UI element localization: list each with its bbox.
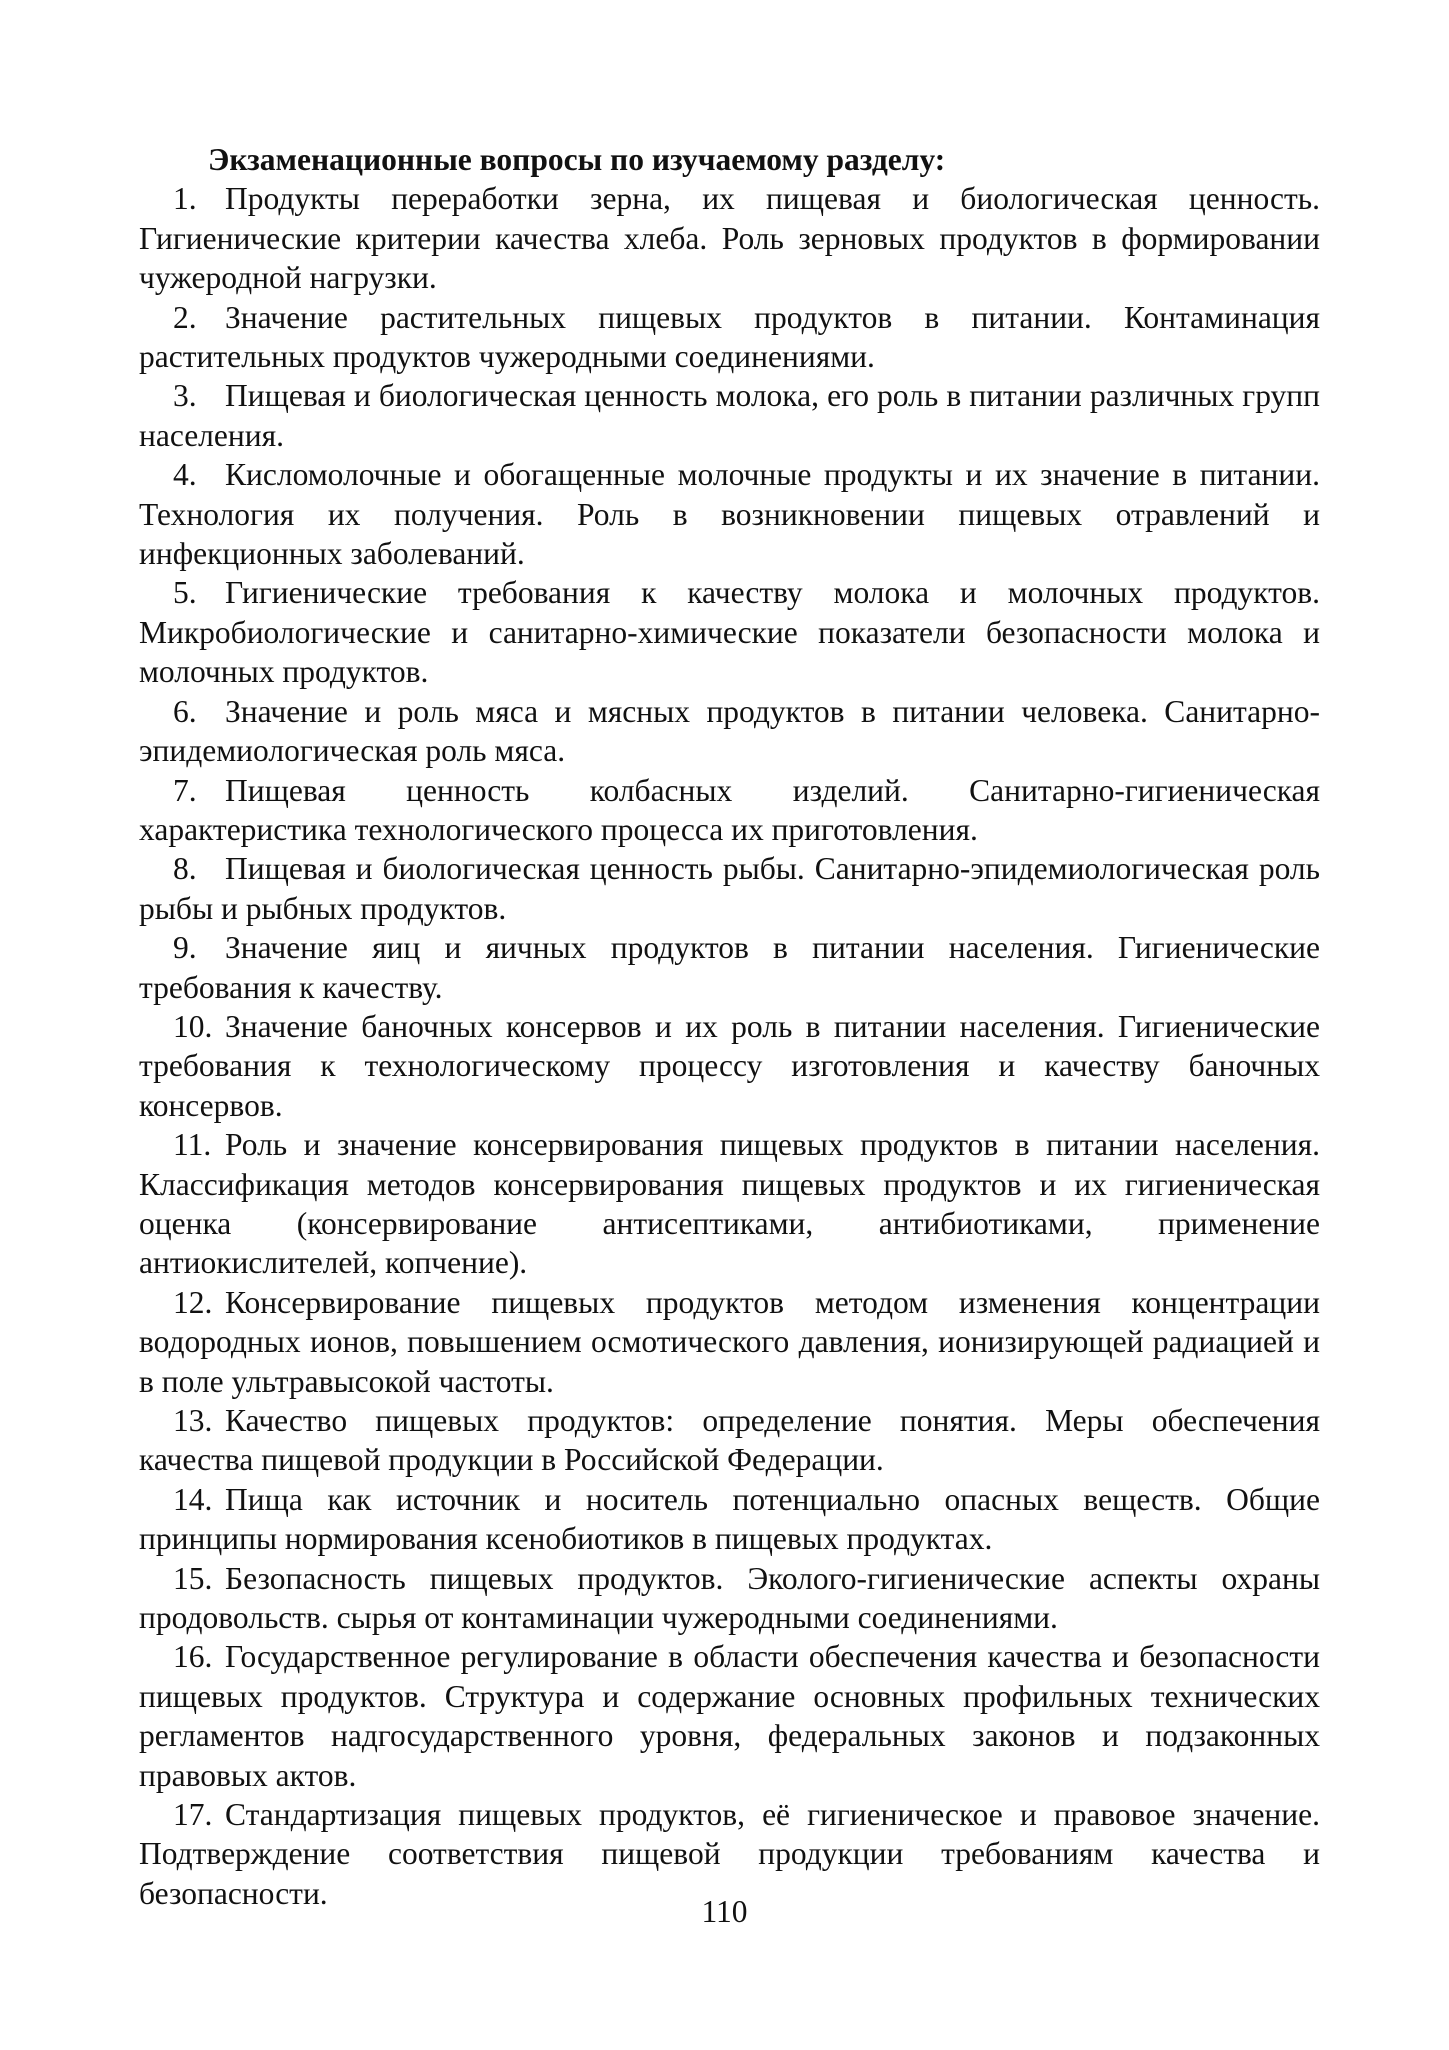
- exam-question: [139, 849, 1320, 928]
- question-text: Пища как источник и носитель потенциально опасных веществ. Общие принципы нормирования ксенобиотиков в пищевых продуктах.: [139, 1481, 1320, 1557]
- question-text: Значение баночных консервов и их роль в питании населения. Гигиенические требования к технологическому процессу изготовления и качеству баночных консервов.: [139, 1008, 1320, 1123]
- exam-question: [139, 1637, 1320, 1795]
- exam-question: [139, 692, 1320, 771]
- question-number: 6.: [173, 693, 197, 729]
- question-number: 14.: [173, 1481, 213, 1517]
- question-number: 16.: [173, 1639, 213, 1675]
- question-number: 11.: [173, 1127, 212, 1163]
- question-text: Пищевая и биологическая ценность рыбы. Санитарно-эпидемиологическая роль рыбы и рыбных продуктов.: [139, 851, 1320, 926]
- question-number: 2.: [173, 299, 197, 335]
- question-number: 1.: [173, 181, 197, 217]
- exam-question: [139, 1007, 1320, 1125]
- question-text: Безопасность пищевых продуктов. Эколого-гигиенические аспекты охраны продовольств. сырья от контаминации чужеродными соединениями.: [139, 1560, 1320, 1636]
- exam-question: [139, 376, 1320, 455]
- question-text: Значение яиц и яичных продуктов в питании населения. Гигиенические требования к качеству.: [139, 930, 1320, 1005]
- question-text: Государственное регулирование в области обеспечения качества и безопасности пищевых продуктов. Структура и содержание основных профильных технических регламентов надгосударственного уровня, федеральных законов и подзаконных правовых актов.: [139, 1639, 1320, 1793]
- question-number: 4.: [173, 457, 197, 493]
- page-number: 110: [701, 1894, 748, 1929]
- question-number: 7.: [173, 772, 197, 808]
- exam-question: [139, 771, 1320, 850]
- exam-question: [139, 179, 1320, 297]
- section-heading: Экзаменационные вопросы по изучаемому разделу:: [208, 142, 946, 177]
- exam-question: [139, 1480, 1320, 1559]
- question-text: Кисломолочные и обогащенные молочные продукты и их значение в питании. Технология их получения. Роль в возникновении пищевых отравлений и инфекционных заболеваний.: [139, 457, 1320, 572]
- exam-question: [139, 1401, 1320, 1480]
- question-number: 12.: [173, 1284, 213, 1320]
- question-text: Значение растительных пищевых продуктов в питании. Контаминация растительных продуктов чужеродными соединениями.: [139, 299, 1320, 375]
- question-text: Качество пищевых продуктов: определение понятия. Меры обеспечения качества пищевой продукции в Российской Федерации.: [139, 1403, 1320, 1478]
- question-text: Консервирование пищевых продуктов методом изменения концентрации водородных ионов, повышением осмотического давления, ионизирующей радиацией и в поле ультравысокой частоты.: [139, 1284, 1320, 1399]
- question-text: Продукты переработки зерна, их пищевая и биологическая ценность. Гигиенические критерии качества хлеба. Роль зерновых продуктов в формировании чужеродной нагрузки.: [139, 181, 1320, 296]
- question-number: 17.: [173, 1797, 213, 1833]
- question-number: 8.: [173, 851, 197, 887]
- question-number: 5.: [173, 575, 197, 611]
- question-number: 10.: [173, 1008, 213, 1044]
- exam-question: [139, 1125, 1320, 1283]
- question-number: 13.: [173, 1403, 213, 1438]
- exam-question: [139, 1283, 1320, 1401]
- question-text: Стандартизация пищевых продуктов, её гигиеническое и правовое значение. Подтверждение соответствия пищевой продукции требованиям качества и безопасности.: [139, 1797, 1320, 1911]
- question-text: Роль и значение консервирования пищевых продуктов в питании населения. Классификация методов консервирования пищевых продуктов и их гигиеническая оценка (консервирование антисептиками, антибиотиками, применение антиокислителей, копчение).: [139, 1127, 1320, 1281]
- question-number: 15.: [173, 1560, 213, 1596]
- question-text: Пищевая ценность колбасных изделий. Санитарно-гигиеническая характеристика технологического процесса их приготовления.: [139, 772, 1320, 847]
- question-number: 3.: [173, 378, 197, 414]
- exam-question: [139, 573, 1320, 691]
- exam-question: [139, 1559, 1320, 1638]
- exam-question: [139, 455, 1320, 573]
- question-number: 9.: [173, 930, 197, 966]
- page-content: [139, 140, 1320, 1913]
- exam-questions-list: [139, 179, 1320, 1913]
- exam-question: [139, 928, 1320, 1007]
- question-text: Значение и роль мяса и мясных продуктов в питании человека. Санитарно-эпидемиологическая роль мяса.: [139, 693, 1320, 769]
- exam-question: [139, 298, 1320, 377]
- question-text: Гигиенические требования к качеству молока и молочных продуктов. Микробиологические и санитарно-химические показатели безопасности молока и молочных продуктов.: [139, 575, 1320, 690]
- question-text: Пищевая и биологическая ценность молока, его роль в питании различных групп населения.: [139, 378, 1320, 453]
